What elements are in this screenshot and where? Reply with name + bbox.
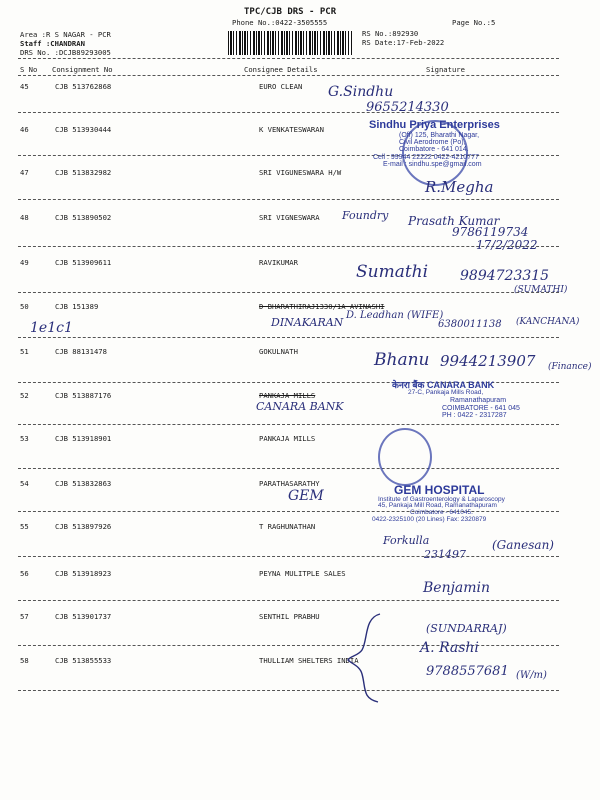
stamp-line: PH : 0422 - 2317287	[442, 411, 507, 419]
stamp-line: E-mail : sindhu.spe@gmail.com	[383, 160, 482, 168]
handwritten-note: (Finance)	[548, 362, 592, 372]
gem-hospital-stamp	[332, 484, 562, 524]
handwritten-phone: 9788557681	[426, 664, 509, 679]
row-divider	[18, 468, 559, 469]
consignee-name: GOKULNATH	[259, 347, 298, 356]
row-number: 49	[20, 258, 29, 267]
row-number: 52	[20, 391, 29, 400]
handwritten-phone: 9655214330	[366, 100, 449, 115]
row-number: 45	[20, 82, 29, 91]
consignment-number: CJB 513897926	[55, 522, 112, 531]
row-divider	[18, 337, 559, 338]
row-divider	[18, 556, 559, 557]
col-consignment: Consignment No	[52, 65, 113, 74]
stamp-line: 0422-2325100 (20 Lines) Fax: 2320879	[372, 516, 487, 524]
consignment-number: CJB 513832863	[55, 479, 112, 488]
consignee-name: K VENKATESWARAN	[259, 125, 324, 134]
row-number: 53	[20, 434, 29, 443]
phone-number: Phone No.:0422-3505555	[232, 18, 328, 27]
handwritten-note: CANARA BANK	[256, 400, 344, 413]
area-field: Area :R S NAGAR - PCR	[20, 30, 111, 39]
handwritten-signature: R.Megha	[425, 178, 494, 196]
handwritten-note: Foundry	[342, 209, 389, 222]
canara-bank-stamp	[388, 381, 578, 419]
row-divider	[18, 690, 559, 691]
stamp-line: Ramanathapuram	[450, 397, 507, 405]
stamp-line: 45, Pankaja Mill Road, Ramanathapuram	[378, 502, 497, 510]
consignment-number: CJB 513890502	[55, 213, 112, 222]
handwritten-name: DINAKARAN	[271, 316, 344, 329]
row-divider	[18, 199, 559, 200]
barcode	[228, 31, 352, 55]
stamp-line: Cell : 99944 22222 0422-4210777	[373, 153, 479, 161]
handwritten-note: (KANCHANA)	[516, 317, 580, 327]
row-number: 46	[20, 125, 29, 134]
handwritten-phone: 9944213907	[440, 352, 536, 370]
consignee-name: PARATHASARATHY	[259, 479, 320, 488]
consignment-number: CJB 513918901	[55, 434, 112, 443]
consignment-number: CJB 513762868	[55, 82, 112, 91]
handwritten-signature: Prasath Kumar	[408, 214, 500, 228]
handwritten-note: GEM	[288, 488, 324, 504]
consignee-name: RAVIKUMAR	[259, 258, 298, 267]
stamp-line: Institute of Gastroenterology & Laparoscopy	[378, 495, 505, 503]
row-number: 47	[20, 168, 29, 177]
stamp-line: Coimbatore - 641045.	[410, 509, 473, 517]
consignment-number: CJB 513918923	[55, 569, 112, 578]
stamp-line: COIMBATORE - 641 045	[442, 404, 520, 412]
stamp-line: Civil Aerodrome (Po),	[399, 138, 466, 146]
consignee-name: SRI VIGUNESWARA H/W	[259, 168, 342, 177]
handwritten-signature: Benjamin	[423, 580, 491, 596]
consignee-name: PEYNA MULITPLE SALES	[259, 569, 346, 578]
consignee-name: T RAGHUNATHAN	[259, 522, 316, 531]
handwritten-name: Sumathi	[356, 262, 429, 282]
handwritten-note: 1e1c1	[30, 320, 73, 336]
handwritten-date: 17/2/2022	[476, 238, 538, 252]
consignment-number: CJB 513855533	[55, 656, 112, 665]
col-s-no: S No	[20, 65, 38, 74]
row-number: 57	[20, 612, 29, 621]
handwritten-phone: 9786119734	[452, 225, 529, 239]
consignee-name: PANKAJA MILLS	[259, 391, 316, 400]
col-consignee: Consignee Details	[244, 65, 318, 74]
handwritten-name: (SUNDARRAJ)	[426, 622, 507, 635]
page-number: Page No.:5	[452, 18, 496, 27]
row-number: 58	[20, 656, 29, 665]
handwritten-note: D. Leadhan (WIFE)	[346, 310, 444, 321]
consignee-name: D BHARATHIRAJ1330/1A AVINASHI	[259, 302, 385, 311]
consignment-number: CJB 513930444	[55, 125, 112, 134]
consignee-name: PANKAJA MILLS	[259, 434, 316, 443]
sindhu-stamp	[369, 120, 569, 168]
stamp-title: GEM HOSPITAL	[394, 483, 485, 497]
stamp-title: Sindhu Priya Enterprises	[369, 119, 500, 131]
consignment-number: CJB 513901737	[55, 612, 112, 621]
row-divider	[18, 112, 559, 113]
consignment-number: CJB 513909611	[55, 258, 112, 267]
rs-number: RS No.:892930	[362, 29, 419, 38]
staff-field: Staff :CHANDRAN	[20, 39, 85, 48]
handwritten-phone: 9894723315	[460, 268, 550, 284]
row-number: 48	[20, 213, 29, 222]
handwritten-number: 231497	[424, 548, 466, 561]
stamp-title: केनरा बैंक CANARA BANK	[392, 380, 495, 390]
row-number: 50	[20, 302, 29, 311]
handwritten-note: (W/m)	[516, 670, 547, 681]
row-divider	[18, 424, 559, 425]
stamp-line: (Off) 125, Bharathi Nagar,	[399, 131, 480, 139]
handwritten-signature: A. Rashi	[420, 640, 479, 656]
handwritten-phone: 6380011138	[438, 319, 502, 330]
row-divider	[18, 600, 559, 601]
consignee-name: SENTHIL PRABHU	[259, 612, 320, 621]
row-number: 54	[20, 479, 29, 488]
stamp-line: 27-C, Pankaja Mills Road,	[408, 389, 484, 397]
consignment-number: CJB 88131478	[55, 347, 107, 356]
row-number: 51	[20, 347, 29, 356]
consignment-number: CJB 513887176	[55, 391, 112, 400]
stamp-line: Coimbatore - 641 014.	[399, 146, 469, 154]
consignee-name: THULLIAM SHELTERS INDIA	[259, 656, 359, 665]
row-divider	[18, 292, 559, 293]
handwritten-signature: Forkulla	[383, 534, 430, 547]
document-title: TPC/CJB DRS - PCR	[244, 7, 337, 17]
col-signature: Signature	[426, 65, 465, 74]
handwritten-note: (SUMATHI)	[514, 285, 568, 295]
drs-number: DRS No. :DCJB89293005	[20, 48, 111, 57]
consignee-name: SRI VIGNESWARA	[259, 213, 320, 222]
consignment-number: CJB 513832982	[55, 168, 112, 177]
header-divider-top	[18, 58, 559, 59]
seal-stamp	[378, 428, 432, 486]
row-number: 56	[20, 569, 29, 578]
handwritten-signature: Bhanu	[374, 350, 430, 370]
row-number: 55	[20, 522, 29, 531]
consignment-number: CJB 151389	[55, 302, 99, 311]
consignee-name: EURO CLEAN	[259, 82, 303, 91]
handwritten-name: (Ganesan)	[492, 538, 554, 552]
brace-mark	[340, 610, 400, 705]
handwritten-name: G.Sindhu	[328, 84, 394, 100]
rs-date: RS Date:17-Feb-2022	[362, 38, 445, 47]
header-divider-bottom	[18, 75, 559, 76]
